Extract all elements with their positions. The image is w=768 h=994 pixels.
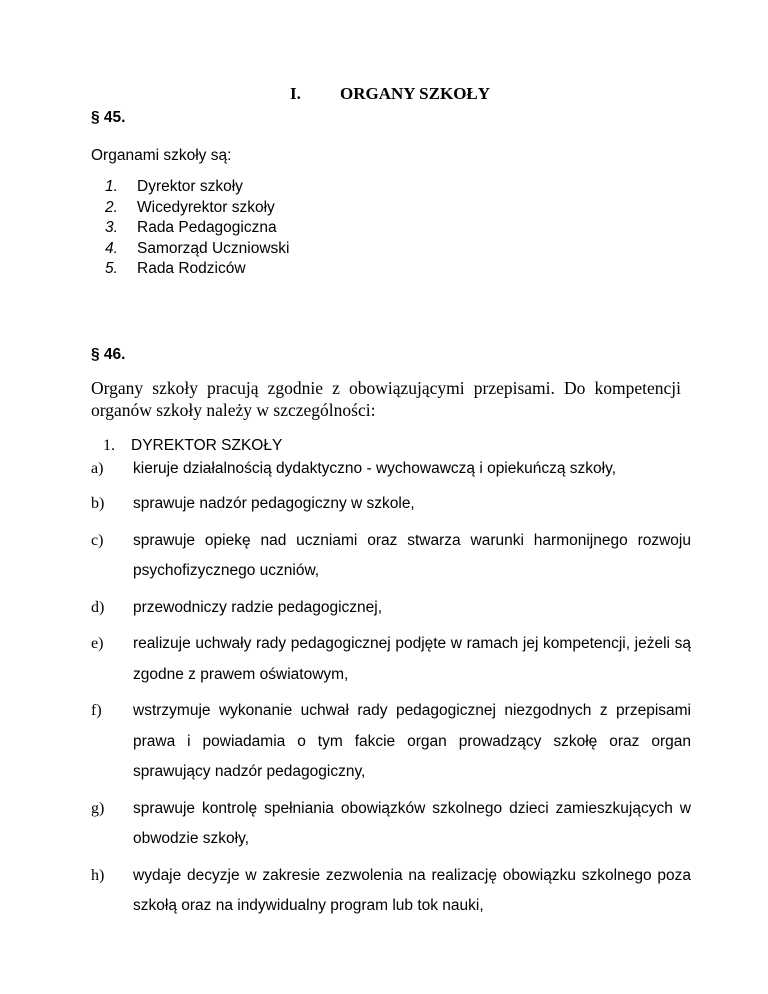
item-marker: a) — [91, 460, 104, 477]
list-item — [91, 629, 691, 690]
director-duties-list — [91, 458, 691, 928]
list-item-number: 2. — [105, 198, 118, 216]
item-marker: e) — [91, 635, 104, 652]
section-46-heading: § 46. — [91, 346, 126, 363]
list-item-label: Rada Rodziców — [137, 260, 246, 277]
list-item — [91, 218, 289, 239]
list-item — [91, 239, 289, 260]
item-text: wydaje decyzje w zakresie zezwolenia na realizację obowiązku szkolnego poza szkołą oraz na indywidualny program lub tok nauki, — [133, 866, 691, 914]
list-item — [91, 177, 289, 198]
list-item-number: 4. — [105, 239, 118, 257]
item-text: kieruje działalnością dydaktyczno - wychowawczą i opiekuńczą szkoły, — [133, 460, 617, 477]
chapter-title: ORGANY SZKOŁY — [340, 84, 491, 103]
list-item-number: 1. — [105, 178, 118, 195]
organs-list — [91, 177, 289, 280]
subsection-number: 1. — [103, 437, 115, 454]
item-marker: d) — [91, 598, 105, 616]
list-item — [91, 696, 691, 788]
list-item — [91, 198, 289, 219]
chapter-number: I. — [290, 84, 301, 103]
list-item — [91, 489, 691, 520]
item-text: sprawuje kontrolę spełniania obowiązków szkolnego dzieci zamieszkujących w obwodzie szkoły, — [133, 799, 691, 847]
list-item — [91, 259, 289, 280]
list-item — [91, 458, 691, 479]
list-item — [91, 861, 691, 922]
list-item-label: Wicedyrektor szkoły — [137, 198, 275, 216]
section-45-intro: Organami szkoły są: — [91, 147, 232, 164]
item-text: sprawuje nadzór pedagogiczny w szkole, — [133, 495, 415, 512]
item-text: przewodniczy radzie pedagogicznej, — [133, 598, 383, 616]
list-item — [91, 794, 691, 855]
item-marker: f) — [91, 702, 102, 719]
list-item-label: Rada Pedagogiczna — [137, 219, 277, 236]
section-45-heading: § 45. — [91, 109, 126, 126]
item-marker: h) — [91, 866, 105, 884]
list-item — [91, 593, 691, 624]
item-text: wstrzymuje wykonanie uchwał rady pedagogicznej niezgodnych z przepisami prawa i powiadamia o tym fakcie organ prowadzący szkołę oraz organ sprawujący nadzór pedagogiczny, — [133, 702, 691, 780]
item-marker: g) — [91, 799, 105, 817]
item-marker: b) — [91, 495, 105, 512]
subsection-heading: DYREKTOR SZKOŁY — [131, 437, 283, 454]
list-item-label: Dyrektor szkoły — [137, 178, 243, 195]
item-text: realizuje uchwały rady pedagogicznej podjęte w ramach jej kompetencji, jeżeli są zgodne z prawem oświatowym, — [133, 635, 691, 683]
list-item-number: 3. — [105, 219, 118, 236]
item-text: sprawuje opiekę nad uczniami oraz stwarza warunki harmonijnego rozwoju psychofizycznego uczniów, — [133, 531, 691, 579]
list-item — [91, 526, 691, 587]
section-46-paragraph: Organy szkoły pracują zgodnie z obowiązującymi przepisami. Do kompetencji organów szkoły należy w szczególności: — [91, 378, 681, 420]
item-marker: c) — [91, 531, 104, 549]
list-item-label: Samorząd Uczniowski — [137, 239, 290, 257]
list-item-number: 5. — [105, 260, 118, 277]
